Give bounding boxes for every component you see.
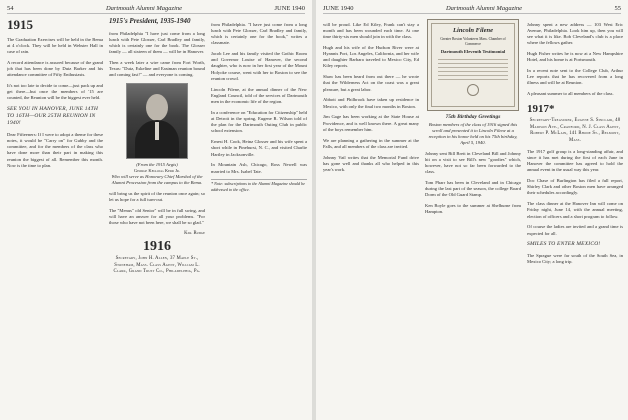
paragraph: will bring us the spirit of the reunion once again; so let us hope for a full turn-out. [109, 190, 205, 202]
paragraph: We are planning a gathering in the summer at the Falls, and all members of the class are invited. [323, 137, 419, 149]
paragraph: In Mountain Ash, Chicago, Ross Newell was married to Mrs. Isabel Tate. [211, 162, 307, 174]
column-5 [425, 17, 521, 417]
running-head-left [7, 4, 305, 14]
paragraph: Jim Gage has been working at the State House at Providence, and is well known there. A great many of the boys remember him. [323, 114, 419, 132]
column-6 [527, 17, 623, 417]
paragraph: will be proud. Like Ed Kiley, Frank can't stay a month and has been wounded each time. At one time thirty-six men should join in with the class. [323, 21, 419, 39]
paragraph: Jacob Lee and his family visited the Gothic Room and Governor Louise of Hanover, the second daughter, who is now in her first year of the Mount Holyoke course, went with her to Boston to see the reunion crowd. [211, 51, 307, 81]
photo-credit: (From the 1915 Aegis) [136, 162, 178, 168]
footnote: * Note: subscriptions to the Alumni Magazine should be addressed to the office. [211, 181, 306, 193]
paragraph: Lincoln Filene, at the annual dinner of the New England Council, told of the services of Dartmouth men in the economic life of the region. [211, 86, 307, 105]
page-number: 54 [7, 5, 14, 12]
right-page [316, 0, 628, 420]
paragraph: Ernest H. Cook, Heinz Glosser and his wife spent a short while in Pinehurst, N. C., and visited Charlie Hartley in Jacksonville. [211, 139, 307, 157]
paragraph: In a recent note sent to the College Club, Arthur Lee reports that he has recovered from a long illness and will be at Reunion. [527, 68, 623, 86]
scroll-subtitle: Greater Boston Volunteers Mass. Chamber of Commerce [440, 37, 506, 46]
portrait-photo [126, 83, 188, 159]
column-4 [323, 17, 419, 417]
class-year-heading: 1917* [527, 103, 555, 115]
paragraph: Of course the ladies are invited and a grand time is expected for all. [527, 224, 623, 236]
photo-name: George Kellogg Kerr Jr. [133, 168, 181, 174]
issue-date: JUNE 1940 [323, 5, 354, 12]
paragraph: Johnny sent Bill Brett in Cleveland Bill and Johnny hit on a visit to see Bill's new "goodies" which, however, have not so far been forwarded to the class. [425, 150, 521, 175]
column-1 [7, 17, 103, 417]
paragraph: from Philadelphia "I have just come from a long lunch with Pete Glosser, Carl Bradley and family, which is certainly one for the book. The Glosser family — all sixteen of them — will be in Hanover. [109, 30, 205, 55]
scroll-signature-lines [436, 59, 510, 80]
class-officers: Secretary-Treasurer, Eugene S. Sinclair, 48 Madison Ave., Cranford, N. J. Class Agent, Robert P. McLain, 141 Rhode St., Belmont, Mass. [529, 118, 621, 143]
paragraph: Doc Chase of Burlington has filed a full report, Shirley Clark and other Boston men have arranged their schedules accordingly. [527, 178, 623, 196]
paragraph: It's not too late to decide to come—just pack up and get there—but once the members of '15 are counted, the Reunion will be the biggest ever held. [7, 83, 103, 101]
paragraph: Abbott and Philbrook have taken up residence in Mexico, with only the final two months in Boston. [323, 97, 419, 109]
paragraph: Then a week later a wire came from Fort Worth, Texas: "Dutz, Eskeline and Eastman reunion bound and coming fast!" — and everyone is coming. [109, 60, 205, 78]
image-heading: 75th Birthday Greetings [445, 114, 501, 120]
photo-description: Who will serve as Honorary Chief Marshal of the Alumni Procession from the campus to the Bema. [111, 174, 203, 186]
paragraph: from Philadelphia. "I have just come from a long lunch with Pete Glosser, Carl Bradley and family, which is certainly one for the book," writes a classmate. [211, 21, 307, 46]
paragraph: The 1917 golf group is a long-standing affair, and since it has met during the first of each June in Hanover the committee has agreed to hold the annual event in the usual way this year. [527, 148, 623, 173]
paragraph: Tom Pharr has been in Cleveland and in Chicago during the last part of the season, the college Board Dorm of the Old Guard Stamp. [425, 180, 521, 198]
class-year-heading: 1916 [143, 239, 171, 254]
class-officers: Secretary, John H. Allen, 37 Maple St., Stoneham, Mass. Class Agent, William L. Clark, Grand Trust Co., Philadelphia, Pa. [113, 256, 201, 274]
page-number: 55 [614, 5, 621, 12]
column-3 [211, 17, 307, 417]
magazine-title: Dartmouth Alumni Magazine [445, 5, 523, 12]
reunion-kicker: SEE YOU IN HANOVER, JUNE 14TH TO 16TH—OUR 25TH REUNION IN 1940! [7, 106, 99, 127]
paragraph: Shaw has been heard from out there — he wrote that the Wilderness Act on the coast was a great pleasure, but a great labor. [323, 74, 419, 92]
scroll-title: Dartmouth Eleventh Testimonial [440, 48, 506, 54]
paragraph: Hugh and his wife of the Hudson River were at Hyannis Port, Los Angeles, California, and her wife and daughter Barbara traveled to Mexico City, Ed Kiley reports. [323, 44, 419, 69]
signature: Kill Rudge [184, 231, 205, 236]
section-heading: 1915's President, 1935-1940 [109, 17, 191, 25]
seal-icon [467, 84, 479, 96]
left-page [0, 0, 312, 420]
paragraph: The class dinner at the Hanover Inn will come on Friday night, June 14, with the annual meeting, election of officers and a short program to follow. [527, 201, 623, 219]
paragraph: In a conference on "Education for Citizenship" held at Detroit in the spring, Eugene R. Wilson told of the plan for the Dartmouth Outing Club in public school extension. [211, 109, 307, 134]
paragraph: Johnny Vail writes that the Memorial Fund drive has gone well and thanks all who helped in this year's work. [323, 154, 419, 173]
paragraph: Johnny spent a new address — 103 West Eric Avenue, Philadelphia. Look him up, then you will see what it is like. Bob Cleveland's club is a place where the fellows gather. [527, 21, 623, 46]
class-year-heading: 1915 [7, 17, 33, 32]
paragraph: A record attendance is assured because of the grand job that has been done by Dutz Barker and his attendance committee of Fifty Enthusiasts. [7, 59, 103, 78]
paragraph: The Graduation Exercises will be held in the Bema at 4 o'clock. They will be held in Webster Hall in case of rain. [7, 36, 103, 54]
birthday-scroll-image [427, 19, 519, 111]
running-head-right [323, 4, 621, 14]
paragraph: The "Menus" old Senior" will be in full swing, and will have an answer for all your problems. "For those who have not been here, we shall be so glad." [109, 207, 205, 226]
paragraph: The Sprague were far south of the South Sea, in Mexico City; a long trip. [527, 253, 623, 265]
paragraph: Hugh Fisher writes he is now at a New Hampshire Hotel, and his home is at Portsmouth. [527, 51, 623, 63]
section-kicker: SMILES TO ENTER MEXICO! [527, 241, 601, 248]
paragraph: Dear Fifteeners: If I were to adopt a theme for these notes, it would be "Carry on" for Gubby and the committee, and for the members of the class who have done more than their part in making this reunion the biggest of all. Remember this month. Now is the time to plan. [7, 131, 103, 168]
paragraph: Ken Boyle goes to the summer at Shelburne from Hampton. [425, 203, 521, 215]
scroll-masthead: Lincoln Filene [453, 27, 493, 34]
issue-date: JUNE 1940 [274, 5, 305, 12]
column-2 [109, 17, 205, 417]
image-caption: Boston members of the class of 1916 signed this scroll and presented it to Lincoln Filene at a reception in his honor held on his 75th birthday, April 5, 1940. [428, 122, 518, 145]
magazine-title: Dartmouth Alumni Magazine [105, 5, 183, 12]
paragraph: A pleasant summer to all members of the class. [527, 91, 614, 97]
